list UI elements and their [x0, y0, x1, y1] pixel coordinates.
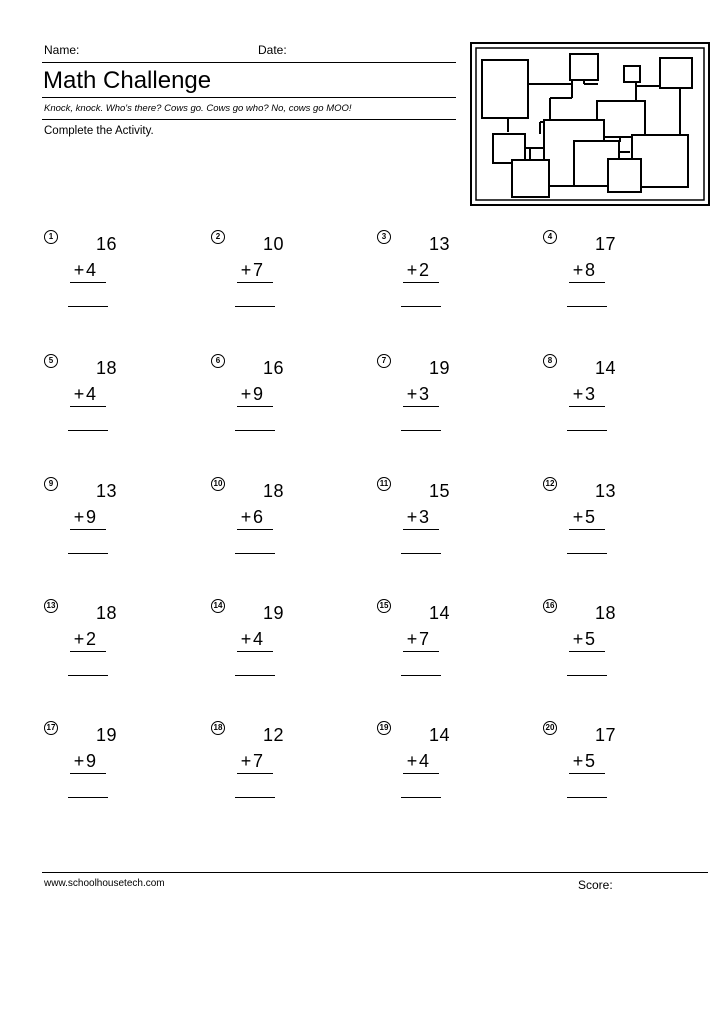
score-label: Score: — [578, 878, 613, 892]
plus-sign: + — [572, 629, 584, 649]
answer-blank[interactable] — [235, 306, 275, 307]
problem-number-badge: 15 — [377, 599, 391, 613]
problem-19 — [377, 721, 497, 821]
problem-number-badge: 13 — [44, 599, 58, 613]
problem-2 — [211, 230, 331, 330]
answer-blank[interactable] — [235, 675, 275, 676]
answer-blank[interactable] — [401, 430, 441, 431]
problem-number-badge: 10 — [211, 477, 225, 491]
plus-sign: + — [240, 384, 252, 404]
sum-bar — [70, 651, 106, 652]
addend-top: 19 — [263, 603, 285, 623]
addend-top: 14 — [429, 603, 451, 623]
addend-bottom: 3 — [419, 384, 430, 404]
plus-sign: + — [406, 384, 418, 404]
addend-bottom: 9 — [86, 751, 97, 771]
addend-bottom: 3 — [585, 384, 596, 404]
plus-sign: + — [240, 507, 252, 527]
addend-bottom: 5 — [585, 751, 596, 771]
problem-number-badge: 2 — [211, 230, 225, 244]
plus-sign: + — [240, 751, 252, 771]
sum-bar — [403, 773, 439, 774]
addend-bottom: 2 — [419, 260, 430, 280]
addend-bottom: 6 — [253, 507, 264, 527]
addend-bottom: 3 — [419, 507, 430, 527]
problem-number-badge: 1 — [44, 230, 58, 244]
plus-sign: + — [73, 751, 85, 771]
addend-bottom: 4 — [86, 260, 97, 280]
answer-blank[interactable] — [235, 430, 275, 431]
addend-bottom: 5 — [585, 507, 596, 527]
sum-bar — [403, 282, 439, 283]
answer-blank[interactable] — [235, 797, 275, 798]
addend-top: 18 — [595, 603, 617, 623]
problem-6 — [211, 354, 331, 454]
joke-text: Knock, knock. Who's there? Cows go. Cows go who? No, cows go MOO! — [44, 103, 352, 114]
sum-bar — [403, 406, 439, 407]
addend-top: 10 — [263, 234, 285, 254]
addend-bottom: 7 — [253, 260, 264, 280]
problem-7 — [377, 354, 497, 454]
sum-bar — [569, 773, 605, 774]
answer-blank[interactable] — [401, 675, 441, 676]
plus-sign: + — [572, 260, 584, 280]
problem-number-badge: 20 — [543, 721, 557, 735]
problem-number-badge: 6 — [211, 354, 225, 368]
addend-top: 19 — [429, 358, 451, 378]
problem-12 — [543, 477, 663, 577]
addend-bottom: 2 — [86, 629, 97, 649]
problem-10 — [211, 477, 331, 577]
sum-bar — [237, 406, 273, 407]
plus-sign: + — [572, 751, 584, 771]
answer-blank[interactable] — [567, 306, 607, 307]
addend-bottom: 5 — [585, 629, 596, 649]
problem-number-badge: 8 — [543, 354, 557, 368]
plus-sign: + — [406, 751, 418, 771]
problem-number-badge: 3 — [377, 230, 391, 244]
addend-top: 16 — [96, 234, 118, 254]
answer-blank[interactable] — [68, 430, 108, 431]
sum-bar — [70, 529, 106, 530]
addend-bottom: 4 — [419, 751, 430, 771]
answer-blank[interactable] — [401, 306, 441, 307]
problem-15 — [377, 599, 497, 699]
problem-20 — [543, 721, 663, 821]
plus-sign: + — [73, 507, 85, 527]
problem-8 — [543, 354, 663, 454]
addend-top: 16 — [263, 358, 285, 378]
problem-17 — [44, 721, 164, 821]
footer-rule — [42, 872, 708, 873]
joke-rule — [42, 119, 456, 120]
addend-bottom: 9 — [86, 507, 97, 527]
problem-number-badge: 12 — [543, 477, 557, 491]
problem-number-badge: 19 — [377, 721, 391, 735]
answer-blank[interactable] — [567, 430, 607, 431]
problem-18 — [211, 721, 331, 821]
date-label: Date: — [258, 43, 287, 57]
sum-bar — [237, 282, 273, 283]
answer-blank[interactable] — [68, 553, 108, 554]
addend-top: 19 — [96, 725, 118, 745]
sum-bar — [403, 651, 439, 652]
problem-number-badge: 9 — [44, 477, 58, 491]
answer-blank[interactable] — [567, 675, 607, 676]
problem-number-badge: 11 — [377, 477, 391, 491]
plus-sign: + — [406, 507, 418, 527]
problem-1 — [44, 230, 164, 330]
plus-sign: + — [240, 629, 252, 649]
sum-bar — [569, 282, 605, 283]
problem-number-badge: 7 — [377, 354, 391, 368]
plus-sign: + — [406, 629, 418, 649]
problem-9 — [44, 477, 164, 577]
plus-sign: + — [73, 629, 85, 649]
problem-5 — [44, 354, 164, 454]
sum-bar — [70, 406, 106, 407]
answer-blank[interactable] — [401, 797, 441, 798]
problem-number-badge: 18 — [211, 721, 225, 735]
addend-top: 18 — [96, 603, 118, 623]
sum-bar — [403, 529, 439, 530]
sum-bar — [569, 406, 605, 407]
plus-sign: + — [572, 507, 584, 527]
addend-top: 14 — [595, 358, 617, 378]
plus-sign: + — [406, 260, 418, 280]
title-rule — [42, 97, 456, 98]
plus-sign: + — [73, 384, 85, 404]
addend-bottom: 8 — [585, 260, 596, 280]
addend-top: 13 — [595, 481, 617, 501]
problem-13 — [44, 599, 164, 699]
problem-number-badge: 17 — [44, 721, 58, 735]
sum-bar — [70, 773, 106, 774]
problem-number-badge: 14 — [211, 599, 225, 613]
problem-number-badge: 5 — [44, 354, 58, 368]
addend-bottom: 7 — [253, 751, 264, 771]
problem-number-badge: 4 — [543, 230, 557, 244]
page-title: Math Challenge — [43, 67, 212, 94]
answer-blank[interactable] — [235, 553, 275, 554]
addend-top: 15 — [429, 481, 451, 501]
footer-website: www.schoolhousetech.com — [44, 878, 165, 889]
addend-bottom: 9 — [253, 384, 264, 404]
addend-top: 18 — [263, 481, 285, 501]
addend-top: 13 — [96, 481, 118, 501]
name-date-rule — [42, 62, 456, 63]
addend-top: 12 — [263, 725, 285, 745]
plus-sign: + — [572, 384, 584, 404]
addend-bottom: 4 — [253, 629, 264, 649]
problem-3 — [377, 230, 497, 330]
addend-bottom: 4 — [86, 384, 97, 404]
addend-top: 17 — [595, 725, 617, 745]
sum-bar — [237, 773, 273, 774]
addend-top: 18 — [96, 358, 118, 378]
problem-16 — [543, 599, 663, 699]
plus-sign: + — [73, 260, 85, 280]
decorative-squares-picture — [470, 42, 710, 206]
problem-number-badge: 16 — [543, 599, 557, 613]
problem-11 — [377, 477, 497, 577]
answer-blank[interactable] — [68, 306, 108, 307]
sum-bar — [237, 529, 273, 530]
sum-bar — [569, 651, 605, 652]
answer-blank[interactable] — [401, 553, 441, 554]
answer-blank[interactable] — [567, 553, 607, 554]
addend-bottom: 7 — [419, 629, 430, 649]
problem-4 — [543, 230, 663, 330]
answer-blank[interactable] — [68, 797, 108, 798]
addend-top: 14 — [429, 725, 451, 745]
sum-bar — [569, 529, 605, 530]
instructions-text: Complete the Activity. — [44, 125, 154, 137]
answer-blank[interactable] — [567, 797, 607, 798]
sum-bar — [70, 282, 106, 283]
problem-14 — [211, 599, 331, 699]
name-label: Name: — [44, 43, 80, 57]
plus-sign: + — [240, 260, 252, 280]
addend-top: 17 — [595, 234, 617, 254]
addend-top: 13 — [429, 234, 451, 254]
answer-blank[interactable] — [68, 675, 108, 676]
sum-bar — [237, 651, 273, 652]
